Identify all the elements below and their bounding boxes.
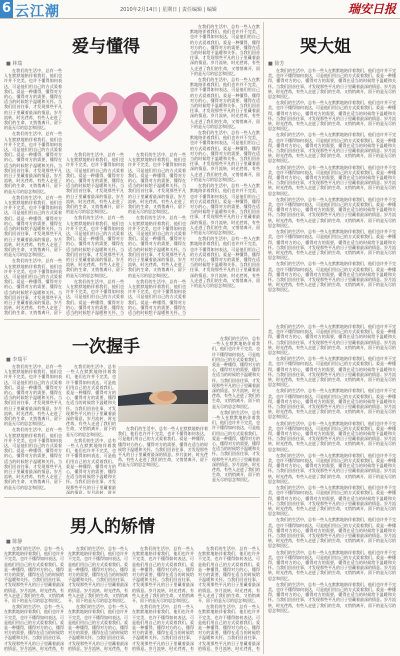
article-body-cry-1: 在我们的生活中，总有一些人在默默地陪伴着我们，他们也许并不完美，也许不懂得如何表达，可是他们用自己的方式爱着我们。爱是一种懂得，懂得对方的心，懂得对方的需要，懂得在适当的时候给予温暖和关怀。当我们回首往事，才发现那些平凡的日子里藏着最深的情意。岁月流转，时光荏苒，有些人走进了我们的生命，又悄悄离开，留下的是无尽的思念和回忆。 在我们的生活中，总有一些人在默默地陪伴着我们，他们也许并不完美，也许不懂得如何表达，可是他们用自己的方式爱着我们。爱是一种懂得，懂得对方的心，懂得对方的需要，懂得在适当的时候给予温暖和关怀。当我们回首往事，才发现那些平凡的日子里藏着最深的情意。岁月流转，时光荏苒，有些人走进了我们的生命，又悄悄离开，留下的是无尽的思念和回忆。 在我们的生活中，总有一些人在默默地陪伴着我们，他们也许并不完美，也许不懂得如何表达，可是他们用自己的方式爱着我们。爱是一种懂得，懂得对方的心，懂得对方的需要，懂得在适当的时候给予温暖和关怀。当我们回首往事，才发现那些平凡的日子里藏着最深的情意。岁月流转，时光荏苒，有些人走进了我们的生命，又悄悄离开，留下的是无尽的思念和回忆。 在我们的生活中，总有一些人在默默地陪伴着我们，他们也许并不完美，也许不懂得如何表达，可是他们用自己的方式爱着我们。爱是一种懂得，懂得对方的心，懂得对方的需要，懂得在适当的时候给予温暖和关怀。当我们回首往事，才发现那些平凡的日子里藏着最深的情意。岁月流转，时光荏苒，有些人走进了我们的生命，又悄悄离开，留下的是无尽的思念和回忆。 在我们的生活中，总有一些人在默默地陪伴着我们，他们也许并不完美，也许不懂得如何表达，可是他们用自己的方式爱着我们。爱是一种懂得，懂得对方的心，懂得对方的需要，懂得在适当的时候给予温暖和关怀。当我们回首往事，才发现那些平凡的日子里藏着最深的情意。岁月流转，时光荏苒，有些人走进了我们的生命，又悄悄离开，留下的是无尽的思念和回忆。 在我们的生活中，总有一些人在默默地陪伴着我们，他们也许并不完美，也许不懂得如何表达，可是他们用自己的方式爱着我们。爱是一种懂得，懂得对方的心，懂得对方的需要，懂得在适当的时候给予温暖和关怀。当我们回首往事，才发现那些平凡的日子里藏着最深的情意。岁月流转，时光荏苒，有些人走进了我们的生命，又悄悄离开，留下的是无尽的思念和回忆。 在我们的生活中，总有一些人在默默地陪伴着我们，他们也许并不完美，也许不懂得如何表达，可是他们用自己的方式爱着我们。爱是一种懂得，懂得对方的心，懂得对方的需要，懂得在适当的时候给予温暖和关怀。当我们回首往事，才发现那些平凡的日子里藏着最深的情意。岁月流转，时光荏苒，有些人走进了我们的生命，又悄悄离开，留下的是无尽的思念和回忆。 bbox=[268, 68, 396, 293]
section-divider bbox=[4, 497, 260, 498]
page-header bbox=[0, 0, 400, 19]
article-body-love-1: 在我们的生活中，总有一些人在默默地陪伴着我们，他们也许并不完美，也许不懂得如何表达，可是他们用自己的方式爱着我们。爱是一种懂得，懂得对方的心，懂得对方的需要，懂得在适当的时候给予温暖和关怀。当我们回首往事，才发现那些平凡的日子里藏着最深的情意。岁月流转，时光荏苒，有些人走进了我们的生命，又悄悄离开，留下的是无尽的思念和回忆。 在我们的生活中，总有一些人在默默地陪伴着我们，他们也许并不完美，也许不懂得如何表达，可是他们用自己的方式爱着我们。爱是一种懂得，懂得对方的心，懂得对方的需要，懂得在适当的时候给予温暖和关怀。当我们回首往事，才发现那些平凡的日子里藏着最深的情意。岁月流转，时光荏苒，有些人走进了我们的生命，又悄悄离开，留下的是无尽的思念和回忆。 在我们的生活中，总有一些人在默默地陪伴着我们，他们也许并不完美，也许不懂得如何表达，可是他们用自己的方式爱着我们。爱是一种懂得，懂得对方的心，懂得对方的需要，懂得在适当的时候给予温暖和关怀。当我们回首往事，才发现那些平凡的日子里藏着最深的情意。岁月流转，时光荏苒，有些人走进了我们的生命，又悄悄离开，留下的是无尽的思念和回忆。 在我们的生活中，总有一些人在默默地陪伴着我们，他们也许并不完美，也许不懂得如何表达，可是他们用自己的方式爱着我们。爱是一种懂得，懂得对方的心，懂得对方的需要，懂得在适当的时候给予温暖和关怀。当我们回首往事，才发现那些平凡的日子里藏着最深的情意。岁月流转，时光荏苒，有些人走进了我们的生命，又悄悄离开，留下 bbox=[4, 68, 62, 316]
byline-cry: ■ 徐芳 bbox=[268, 61, 285, 67]
hearts-photo bbox=[60, 82, 190, 148]
byline-handshake: ■ 李瑞平 bbox=[6, 357, 28, 363]
article-title-love: 爱与懂得 bbox=[72, 37, 140, 57]
byline-man: ■ 陈静 bbox=[6, 539, 23, 545]
article-body-man-4: 在我们的生活中，总有一些人在默默地陪伴着我们，他们也许并不完美，也许不懂得如何表达，可是他们用自己的方式爱着我们。爱是一种懂得，懂得对方的心，懂得对方的需要，懂得在适当的时候给予温暖和关怀。当我们回首往事，才发现那些平凡的日子里藏着最深的情意。岁月流转，时光荏苒，有些人走进了我们的生命，又悄悄离开，留下的是无尽的思念和回忆。 在我们的生活中，总有一些人在默默地陪伴着我们，他们也许并不完美，也许不懂得如何表达，可是他们用自己的方式爱着我们。爱是一种懂得，懂得对方的心，懂得对方的需要，懂得在适当的时候给予温暖和关怀。当我们回首往事，才发现那些平凡的日子里藏着最深的情意。岁月流转，时光荏苒，有 bbox=[198, 546, 260, 651]
article-title-man: 男人的矫情 bbox=[70, 517, 155, 537]
article-body-handshake-4: 在我们的生活中，总有一些人在默默地陪伴着我们，他们也许并不完美，也许不懂得如何表达，可是他们用自己的方式爱着我们。爱是一种懂得，懂得对方的心，懂得对方的需要，懂得在适当的时候给予温暖和关怀。当我们回首往事，才发现那些平凡的日子里藏着最深的情意。岁月流转，时光荏苒，有些人走进了我们的生命，又悄悄离开，留下的是无尽的思念和回忆。 在我们的生活中，总有一些人在默默地陪伴着我们，他们也许并不完美，也许不懂得如何表达，可是他们用自己的方式爱着我们。爱是一种懂得，懂得对方的心，懂得对方的需要，懂得在适当的时候给予温暖和关怀。当我们回首往事，才发现那些平凡的日子里藏着最深的情意。岁月流转，时光荏苒，有些人走进了我们的生命，又悄悄离开，留下的是无尽的思念和回忆。 bbox=[212, 336, 260, 483]
article-body-handshake-2: 在我们的生活中，总有一些人在默默地陪伴着我们，他们也许并不完美，也许不懂得如何表达，可是他们用自己的方式爱着我们。爱是一种懂得，懂得对方的心，懂得对方的需要，懂得在适当的时候给予温暖和关怀。当我们回首往事，才发现那些平凡的日子里藏着最深的情意。岁月流转，时光荏苒，有些人走进了我们的生命，又悄悄离开，留下的是无尽的思念和回忆。 在我们的生活中，总有一些人在默默地陪伴着我们，他们也许并不完美，也许不懂得如何表达，可是他们用自己的方式爱着我们。爱是一种懂得，懂得对方的心，懂得对方的需要，懂得在适当的时候给予温暖和关怀。当我们回首往事，才发现那些平凡的日子里藏着最深的情意。岁月流转，时光 bbox=[66, 364, 116, 494]
issue-meta: 2010年2月14日 | 星期日 | 责任编辑 | 编辑 bbox=[120, 7, 217, 13]
article-body-handshake-3: 在我们的生活中，总有一些人在默默地陪伴着我们，他们也许并不完美，也许不懂得如何表达，可是他们用自己的方式爱着我们。爱是一种懂得，懂得对方的心，懂得对方的需要，懂得在适当的时候给予温暖和关怀。当我们回首往事，才发现那些平凡的日子里藏着最深的情意。岁月流转，时光荏苒，有些人走进了我们的生命，又悄悄离开，留下的是无尽的思念和回忆。 bbox=[118, 426, 208, 468]
article-body-man-3: 在我们的生活中，总有一些人在默默地陪伴着我们，他们也许并不完美，也许不懂得如何表达，可是他们用自己的方式爱着我们。爱是一种懂得，懂得对方的心，懂得对方的需要，懂得在适当的时候给予温暖和关怀。当我们回首往事，才发现那些平凡的日子里藏着最深的情意。岁月流转，时光荏苒，有些人走进了我们的生命，又悄悄离开，留下的是无尽的思念和回忆。 在我们的生活中，总有一些人在默默地陪伴着我们，他们也许并不完美，也许不懂得如何表达，可是他们用自己的方式爱着我们。爱是一种懂得，懂得对方的心，懂得对方的需要，懂得在适当的时候给予温暖和关怀。当我们回首往事，才发现那些平凡的日子里藏着最深的情意。岁月流转，时光荏苒，有 bbox=[132, 546, 194, 651]
page-number: 6 bbox=[1, 1, 12, 16]
column-divider bbox=[263, 22, 264, 654]
paper-logo: 瑞安日报 bbox=[347, 2, 396, 16]
article-body-man-2: 在我们的生活中，总有一些人在默默地陪伴着我们，他们也许并不完美，也许不懂得如何表达，可是他们用自己的方式爱着我们。爱是一种懂得，懂得对方的心，懂得对方的需要，懂得在适当的时候给予温暖和关怀。当我们回首往事，才发现那些平凡的日子里藏着最深的情意。岁月流转，时光荏苒，有些人走进了我们的生命，又悄悄离开，留下的是无尽的思念和回忆。 在我们的生活中，总有一些人在默默地陪伴着我们，他们也许并不完美，也许不懂得如何表达，可是他们用自己的方式爱着我们。爱是一种懂得，懂得对方的心，懂得对方的需要，懂得在适当的时候给予温暖和关怀。当我们回首往事，才发现那些平凡的日子里藏着最深的情意。岁月流转，时光荏苒，有 bbox=[68, 546, 128, 651]
section-divider bbox=[4, 319, 260, 320]
article-body-cry-2: 在我们的生活中，总有一些人在默默地陪伴着我们，他们也许并不完美，也许不懂得如何表达，可是他们用自己的方式爱着我们。爱是一种懂得，懂得对方的心，懂得对方的需要，懂得在适当的时候给予温暖和关怀。当我们回首往事，才发现那些平凡的日子里藏着最深的情意。岁月流转，时光荏苒，有些人走进了我们的生命，又悄悄离开，留下的是无尽的思念和回忆。 在我们的生活中，总有一些人在默默地陪伴着我们，他们也许并不完美，也许不懂得如何表达，可是他们用自己的方式爱着我们。爱是一种懂得，懂得对方的心，懂得对方的需要，懂得在适当的时候给予温暖和关怀。当我们回首往事，才发现那些平凡的日子里藏着最深的情意。岁月流转，时光荏苒，有些人走进了我们的生命，又悄悄离开，留下的是无尽的思念和回忆。 在我们的生活中，总有一些人在默默地陪伴着我们，他们也许并不完美，也许不懂得如何表达，可是他们用自己的方式爱着我们。爱是一种懂得，懂得对方的心，懂得对方的需要，懂得在适当的时候给予温暖和关怀。当我们回首往事，才发现那些平凡的日子里藏着最深的情意。岁月流转，时光荏苒，有些人走进了我们的生命，又悄悄离开，留下的是无尽的思念和回忆。 在我们的生活中，总有一些人在默默地陪伴着我们，他们也许并不完美，也许不懂得如何表达，可是他们用自己的方式爱着我们。爱是一种懂得，懂得对方的心，懂得对方的需要，懂得在适当的时候给予温暖和关怀。当我们回首往事，才发现那些平凡的日子里藏着最深的情意。岁月流转，时光荏苒，有些人走进了我们的生命，又悄悄离开，留下的是无尽的思念和回忆。 在我们的生活中，总有一些人在默默地陪伴着我们，他们也许并不完美，也许不懂得如何表达，可是他们用自己的方式爱着我们。爱是一种懂得，懂得对方的心，懂得对方的需要，懂得在适当的时候给予温暖和关怀。当我们回首往事，才发现那些平凡的日子里藏着最深的情意。岁月流转，时光荏苒，有些人走进了我们的生命，又悄悄离开，留下的是无尽的思念和回忆。 在我们的生活中，总有一些人在默默地陪伴着我们，他们也许并不完美，也许不懂得如何表达，可是他们用自己的方式爱着我们。爱是一种懂得，懂得对方的心，懂得对方的需要，懂得在适当的时候给予温暖和关怀。当我们回首往事，才发现那些平凡的日子里藏着最深的情意。岁月流转，时光荏苒，有些人走进了我们的生命，又悄悄离开，留下的是无尽的思念和回忆。 在我们的生活中，总有一些人在默默地陪伴着我们，他们也许并不完美，也许不懂得如何表达，可是他们用自己的方式爱着我们。爱是一种懂得，懂得对方的心，懂得对方的需要，懂得在适当的时候给予温暖和关怀。当我们回首往事，才发现那些平凡的日子里藏着最深的情意。岁月流转，时光荏苒，有些人走进了我们的生命，又悄悄离开，留下的是无尽的思念和回忆。 在我们的生活中，总有一些人在默默地陪伴着我们，他们也许并不完美，也许不懂得如何表达，可是他们用自己的方式爱着我们。爱是一种懂得，懂得对方的心，懂得对方的需要，懂得在适当的时候给予温暖和关怀。当我们回首往事，才发现那些平凡的日子里藏着最深的情意。岁月流转，时光荏苒，有些人走进了我们的生命，又悄悄离开，留下的是无尽的思念和回忆。 在我们的生活中，总有一些人在默默地陪伴着我们，他们也许并不完美，也许不懂得如何表达，可是他们用自己的方式爱着我们。爱是一种懂得，懂得对方的心，懂得对方的需要，懂得在适当的时候给予温暖和关怀。当我们回首往事，才发现那些平凡的日子里藏着最深的情意。岁月流转，时光荏苒，有些人走进了我们的生命，又悄悄离开，留下的是无尽的思念和回忆。 bbox=[268, 324, 396, 613]
article-title-handshake: 一次握手 bbox=[72, 337, 140, 357]
article-body-love-2: 在我们的生活中，总有一些人在默默地陪伴着我们，他们也许并不完美，也许不懂得如何表达，可是他们用自己的方式爱着我们。爱是一种懂得，懂得对方的心，懂得对方的需要，懂得在适当的时候给予温暖和关怀。当我们回首往事，才发现那些平凡的日子里藏着最深的情意。岁月流转，时光荏苒，有些人走进了我们的生命，又悄悄离开，留下的是无尽的思念和回忆。 在我们的生活中，总有一些人在默默地陪伴着我们，他们也许并不完美，也许不懂得如何表达，可是他们用自己的方式爱着我们。爱是一种懂得，懂得对方的心，懂得对方的需要，懂得在适当的时候给予温暖和关怀。当我们回首往事，才发现那些平凡的日子里藏着最深的情意。岁月流转，时光荏苒，有些人走进了我们的生命，又悄悄离开，留下的是无尽的思念和回忆。 在我们的生活中，总有一些人在默默地陪伴着我们，他们也许并不完美，也许不懂得如何表达，可是他们用自己的方式爱着我们。爱是一种懂得，懂得对方的心，懂得对方的需要，懂得在适当的时候给予温暖和关怀。当 bbox=[66, 152, 124, 316]
article-title-cry: 哭大姐 bbox=[300, 37, 351, 57]
article-body-handshake-1: 在我们的生活中，总有一些人在默默地陪伴着我们，他们也许并不完美，也许不懂得如何表达，可是他们用自己的方式爱着我们。爱是一种懂得，懂得对方的心，懂得对方的需要，懂得在适当的时候给予温暖和关怀。当我们回首往事，才发现那些平凡的日子里藏着最深的情意。岁月流转，时光荏苒，有些人走进了我们的生命，又悄悄离开，留下的是无尽的思念和回忆。 在我们的生活中，总有一些人在默默地陪伴着我们，他们也许并不完美，也许不懂得如何表达，可是他们用自己的方式爱着我们。爱是一种懂得，懂得对方的心，懂得对方的需要，懂得在适当的时候给予温暖和关怀。当我们回首往事，才发现那些平凡的日子里藏着最深的情意。岁月流转，时光荏苒，有些人走进了我们的生命，又悄悄离开，留下的是无尽的思念和回忆。 bbox=[4, 364, 62, 490]
article-body-love-4: 在我们的生活中，总有一些人在默默地陪伴着我们，他们也许并不完美，也许不懂得如何表达，可是他们用自己的方式爱着我们。爱是一种懂得，懂得对方的心，懂得对方的需要，懂得在适当的时候给予温暖和关怀。当我们回首往事，才发现那些平凡的日子里藏着最深的情意。岁月流转，时光荏苒，有些人走进了我们的生命，又悄悄离开，留下的是无尽的思念和回忆。 在我们的生活中，总有一些人在默默地陪伴着我们，他们也许并不完美，也许不懂得如何表达，可是他们用自己的方式爱着我们。爱是一种懂得，懂得对方的心，懂得对方的需要，懂得在适当的时候给予温暖和关怀。当我们回首往事，才发现那些平凡的日子里藏着最深的情意。岁月流转，时光荏苒，有些人走进了我们的生命，又悄悄离开，留下的是无尽的思念和回忆。 在我们的生活中，总有一些人在默默地陪伴着我们，他们也许并不完美，也许不懂得如何表达，可是他们用自己的方式爱着我们。爱是一种懂得，懂得对方的心，懂得对方的需要，懂得在适当的时候给予温暖和关怀。当我们回首往事，才发现那些平凡的日子里藏着最深的情意。岁月流转，时光荏苒，有些人走进了我们的生命，又悄悄离开，留下的是无尽的思念和回忆。 在我们的生活中，总有一些人在默默地陪伴着我们，他们也许并不完美，也许不懂得如何表达，可是他们用自己的方式爱着我们。爱是一种懂得，懂得对方的心，懂得对方的需要，懂得在适当的时候给予温暖和关怀。当我们回首往事，才发现那些平凡的日子里藏着最深的情意。岁月流转，时光荏苒，有些人走进了我们的生命，又悄悄离开，留下的是无尽的思念和回忆。 在我们的生活中，总有一些人在默默地陪伴着我们，他们也许并不完美，也许不懂得如何表达，可是他们用自己的方式爱着我们。爱是一种懂得，懂得对方的心，懂得对方的需要，懂得在适当的时候给予温暖和关怀。当我们回首往事，才发现那些平凡的日子里藏着最深的情意。岁月流转，时光荏苒，有些人走进了我们的生命，又悄悄离开，留下的是无尽的思念和回忆。 bbox=[190, 24, 260, 288]
section-title: 云江潮 bbox=[15, 4, 60, 20]
article-body-man-1: 在我们的生活中，总有一些人在默默地陪伴着我们，他们也许并不完美，也许不懂得如何表达，可是他们用自己的方式爱着我们。爱是一种懂得，懂得对方的心，懂得对方的需要，懂得在适当的时候给予温暖和关怀。当我们回首往事，才发现那些平凡的日子里藏着最深的情意。岁月流转，时光荏苒，有些人走进了我们的生命，又悄悄离开，留下的是无尽的思念和回忆。 在我们的生活中，总有一些人在默默地陪伴着我们，他们也许并不完美，也许不懂得如何表达，可是他们用自己的方式爱着我们。爱是一种懂得，懂得对方的心，懂得对方的需要，懂得在适当的时候给予温暖和关怀。当我们回首往事，才发现那些平凡的日子里藏着最深的情意。岁月流转，时光荏苒，有 bbox=[4, 546, 64, 651]
handshake-photo bbox=[118, 366, 208, 422]
article-body-love-3: 在我们的生活中，总有一些人在默默地陪伴着我们，他们也许并不完美，也许不懂得如何表达，可是他们用自己的方式爱着我们。爱是一种懂得，懂得对方的心，懂得对方的需要，懂得在适当的时候给予温暖和关怀。当我们回首往事，才发现那些平凡的日子里藏着最深的情意。岁月流转，时光荏苒，有些人走进了我们的生命，又悄悄离开，留下的是无尽的思念和回忆。 在我们的生活中，总有一些人在默默地陪伴着我们，他们也许并不完美，也许不懂得如何表达，可是他们用自己的方式爱着我们。爱是一种懂得，懂得对方的心，懂得对方的需要，懂得在适当的时候给予温暖和关怀。当我们回首往事，才发现那些平凡的日子里藏着最深的情意。岁月流转，时光荏苒，有些人走进了我们的生命，又悄悄离开，留下的是无尽的思念和回忆。 在我们的生活中，总有一些人在默默地陪伴着我们，他们也许并不完美，也许不懂得如何表达，可是他们用自己的方式爱着我们。爱是一种懂得，懂得对方的心，懂得对方的需要，懂得在适当的时候给予温暖和关怀。当 bbox=[128, 152, 186, 316]
byline-love: ■ 林瑞 bbox=[6, 61, 23, 67]
